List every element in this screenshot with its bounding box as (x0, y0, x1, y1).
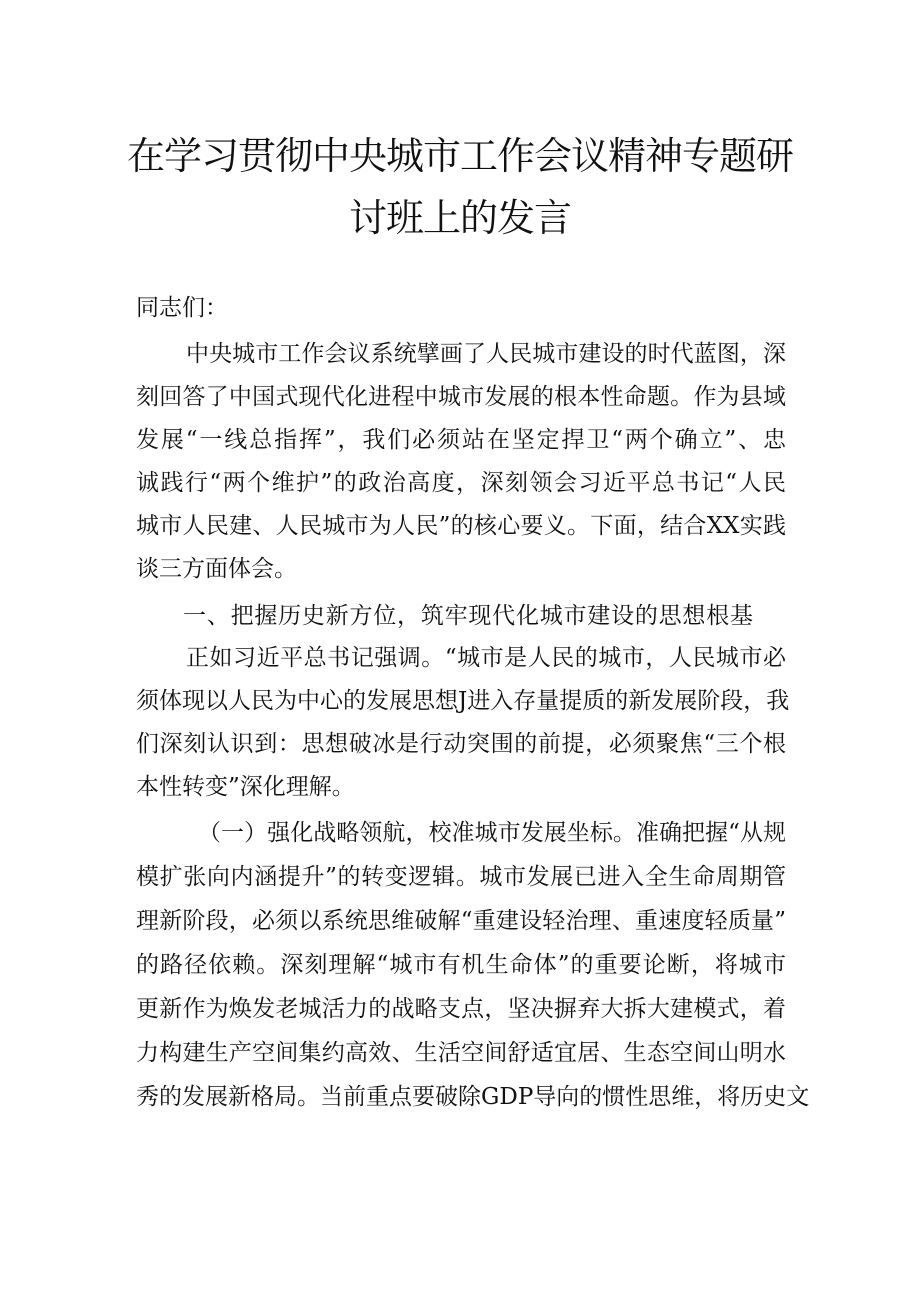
document-title-line-1: 在学习贯彻中央城市工作会议精神专题研 (126, 134, 793, 178)
paragraph-2-line: 本性转变”深化理解。 (136, 774, 355, 800)
paragraph-1-line: 发展“一线总指挥”，我们必须站在坚定捍卫“两个确立”、忠 (136, 427, 786, 453)
paragraph-1-line: 诚践行“两个维护”的政治高度，深刻领会习近平总书记“人民 (136, 470, 786, 496)
paragraph-3-line: 更新作为焕发老城活力的战略支点，坚决摒弃大拆大建模式，着 (136, 996, 786, 1022)
paragraph-3-line: 力构建生产空间集约高效、生活空间舒适宜居、生态空间山明水 (136, 1040, 786, 1066)
paragraph-2-line: 正如习近平总书记强调。“城市是人民的城市，人民城市必 (186, 645, 786, 671)
paragraph-1-line: 谈三方面体会。 (136, 556, 297, 582)
paragraph-3-line: 的路径依赖。深刻理解“城市有机生命体”的重要论断，将城市 (136, 952, 786, 978)
paragraph-3-line: （一）强化战略领航，校准城市发展坐标。准确把握“从规 (198, 820, 786, 846)
paragraph-3-line: 模扩张向内涵提升”的转变逻辑。城市发展已进入全生命周期管 (136, 864, 786, 890)
paragraph-1-line: 中央城市工作会议系统擘画了人民城市建设的时代蓝图，深 (186, 341, 786, 367)
paragraph-1-line: 城市人民建、人民城市为人民”的核心要义。下面，结合XX实践 (136, 513, 786, 539)
section-heading-1: 一、把握历史新方位，筑牢现代化城市建设的思想根基 (183, 603, 753, 629)
paragraph-3-line: 理新阶段，必须以系统思维破解“重建设轻治理、重速度轻质量” (136, 908, 786, 934)
paragraph-3-line: 秀的发展新格局。当前重点要破除GDP导向的惯性思维，将历史文 (136, 1084, 810, 1110)
paragraph-1-line: 刻回答了中国式现代化进程中城市发展的根本性命题。作为县域 (136, 384, 786, 410)
salutation: 同志们： (136, 295, 228, 321)
paragraph-2-line: 须体现以人民为中心的发展思想J进入存量提质的新发展阶段，我 (136, 688, 790, 714)
document-title-line-2: 讨班上的发言 (348, 196, 571, 240)
paragraph-2-line: 们深刻认识到：思想破冰是行动突围的前提，必须聚焦“三个根 (136, 731, 786, 757)
